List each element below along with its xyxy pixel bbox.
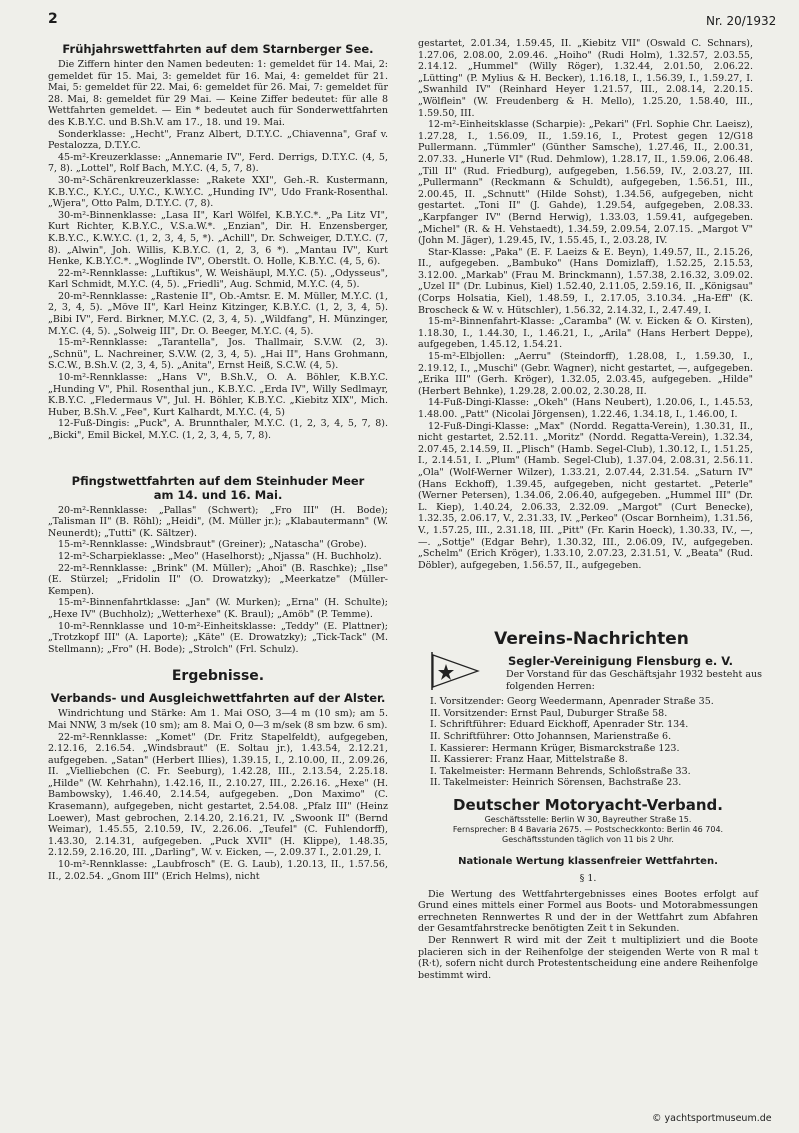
alster-paragraph: 12-Fuß-Dingi-Klasse: „Max" (Nordd. Regatta-Verein), 1.30.31, II., nicht gestartet, 2.52.11. „Moritz" (Nordd. Regatta-Verein), 1.32.34, 2.07.45, 2.14.59, II. „Plisch" (Hamb. Segel-Club), 1.30.12, I., 1.51.25, I., 2.14.51, I. „Plum" (Hamb. Segel-Club), 1.37.04, 2.08.31, 2.56.11. „Ola" (Wolf-Werner Wilzer), 1.33.21, 2.07.44, 2.31.54. „Saturn IV" (Hans Eckhoff), 1.39.45, aufgegeben, nicht gestartet. „Peterle" (Werner Petersen), 1.34.06, 2.06.40, aufgegeben. „Hummel III" (Dr. L. Kiep), 1.40.24, 2.06.33, 2.32.09. „Margot" (Curt Benecke), 1.32.35, 2.06.17, V., 2.31.33, IV. „Perkeo" (Oscar Bornheim), 1.31.56, V., 1.57.25, III., 2.31.18, III. „Pitt" (Fr. Karin Hoeck), 1.30.33, IV., —, —. „Sottje" (Edgar Behr), 1.30.32, III., 2.06.09, IV., aufgegeben. „Schelm" (Erich Kröger), 1.33.10, 2.07.23, 2.31.51, V. „Beata" (Rud. Döbler), aufgegeben, 1.56.57, II., aufgegeben.: [418, 420, 753, 571]
starnberg-paragraph: Sonderklasse: „Hecht", Franz Albert, D.T.Y.C. „Chiavenna", Graf v. Pestalozza, D.T.Y.C.: [48, 128, 388, 152]
starnberg-paragraph: 30-m²-Schärenkreuzerklasse: „Rakete XXI", Geh.-R. Kustermann, K.B.Y.C., K.Y.C., U.Y.C., K.W.Y.C. „Hunding IV", Udo Frank-Rosenthal. „Wjera", Otto Palm, D.T.Y.C. (7, 8).: [48, 174, 388, 210]
alster-paragraph: 14-Fuß-Dingi-Klasse: „Okeh" (Hans Neubert), 1.20.06, I., 1.45.53, 1.48.00. „Patt" (Nicolai Jörgensen), 1.22.46, 1.34.18, I., 1.46.00, I.: [418, 397, 753, 420]
alster-paragraph: 12-m²-Einheitsklasse (Scharpie): „Pekari" (Frl. Sophie Chr. Laeisz), 1.27.28, I., 1.56.09, II., 1.59.16, I., Protest gegen 12/G18 Pullermann. „Tümmler" (Günther Samsche), 1.27.46, II., 2.00.31, 2.07.33. „Hunerle VI" (Rud. Dehmlow), 1.28.17, II., 1.59.06, 2.06.48. „Till II" (Rud. Friedburg), aufgegeben, 1.56.59, IV., 2.03.27, III. „Pullermann" (Reckmann & Schuldt), aufgegeben, 1.56.51, III., 2.00.45, II. „Schnutt" (Hilde Sohst), 1.34.56, aufgegeben, nicht gestartet. „Toni II" (J. Gahde), 1.29.54, aufgegeben, 2.08.33. „Karpfanger IV" (Bernd Herwig), 1.33.03, 1.59.41, aufgegeben. „Michel" (R. & H. Vehstaedt), 1.34.59, 2.09.54, 2.07.15. „Margot V" (John M. Jäger), 1.29.45, IV., 1.55.45, I., 2.03.28, IV.: [418, 119, 753, 247]
club-burgee-icon: [430, 652, 480, 690]
vereins-title: Vereins-Nachrichten: [494, 629, 689, 649]
alster-paragraph: 15-m²-Binnenfahrt-Klasse: „Caramba" (W. v. Eicken & O. Kirsten), 1.18.30, I., 1.44.30, I., 1.46.21, I., „Arila" (Hans Herbert Deppe), aufgegeben, 1.45.12, 1.54.21.: [418, 316, 753, 351]
board-member: II. Takelmeister: Heinrich Sörensen, Bachstraße 23.: [430, 777, 682, 789]
starnberg-paragraph: 10-m²-Rennklasse: „Hans V", B.Sh.V., O. A. Böhler, K.B.Y.C. „Hunding V", Phil. Rosenthal jun., K.B.Y.C. „Erda IV", Willy Sedlmayr, K.B.Y.C. „Fledermaus V", Jul. H. Böhler, K.B.Y.C. „Kiebitz XIX", Mich. Huber, B.Sh.V. „Fee", Kurt Kalhardt, M.Y.C. (4, 5): [48, 372, 388, 418]
steinhude-paragraph: 10-m²-Rennklasse und 10-m²-Einheitsklasse: „Teddy" (E. Plattner); „Trotzkopf III" (A. Laporte); „Käte" (E. Drowatzky); „Tick-Tack" (M. Stellmann); „Fro" (H. Bode); „Strolch" (Frl. Schulz).: [48, 620, 388, 655]
steinhude-title-line2: am 14. und 16. Mai.: [153, 487, 283, 502]
dmv-hours: Geschäftsstunden täglich von 11 bis 2 Uhr.: [502, 835, 674, 844]
steinhude-paragraph: 15-m²-Binnenfahrtklasse: „Jan" (W. Murken); „Erna" (H. Schulte); „Hexe IV" (Buchholz); „Wetterhexe" (K. Braul); „Amöb" (P. Temme).: [48, 597, 388, 620]
dmv-paragraph: Die Wertung des Wettfahrtergebnisses eines Bootes erfolgt auf Grund eines mittels einer Formel aus Boots- und Motorabmessungen errechneten Rennwertes R und der in der Wettfahrt zum Abfahren der Gesamtfahrstrecke benötigten Zeit t in Sekunden.: [418, 888, 758, 935]
steinhude-paragraph: 12-m²-Scharpieklasse: „Meo" (Haselhorst); „Njassa" (H. Buchholz).: [58, 550, 382, 562]
alster-subtitle: Verbands- und Ausgleichwettfahrten auf der Alster.: [50, 691, 386, 706]
alster-paragraph: gestartet, 2.01.34, 1.59.45, II. „Kiebitz VII" (Oswald C. Schnars), 1.27.06, 2.08.00, 2.09.46. „Hoiho" (Rudi Holm), 1.32.57, 2.03.55, 2.14.12. „Hummel" (Willy Röger), 1.32.44, 2.01.50, 2.06.22. „Lütting" (P. Mylius & H. Becker), 1.16.18, I., 1.56.39, I., 1.59.27, I. „Swanhild IV" (Reinhard Heyer 1.21.57, III., 2.08.14, 2.20.15. „Wölflein" (W. Freudenberg & H. Mello), 1.25.20, 1.58.40, III., 1.59.50, III.: [418, 38, 753, 119]
board-intro: Der Vorstand für das Geschäftsjahr 1932 besteht aus folgenden Herren:: [506, 669, 762, 692]
starnberg-paragraph: 15-m²-Rennklasse: „Tarantella", Jos. Thallmair, S.V.W. (2, 3). „Schnü", L. Nachreiner, S.V.W. (2, 3, 4, 5). „Hai II", Hans Grohmann, S.C.W., B.Sh.V. (2, 3, 4, 5). „Anita", Ernst Heiß, S.C.W. (4, 5).: [48, 337, 388, 372]
board-list: [430, 696, 765, 789]
alster-paragraph: 10-m²-Rennklasse: „Laubfrosch" (E. G. Laub), 1.20.13, II., 1.57.56, II., 2.02.54. „Gnom III" (Erich Helms), nicht: [48, 859, 388, 882]
alster-paragraph: Star-Klasse: „Paka" (E. F. Laeizs & E. Beyn), 1.49.57, II., 2.15.26, II., aufgegeben. „Bambuko" (Hans Domizlaff), 1.52.25, 2.15.53, 3.12.00. „Markab" (Frau M. Brinckmann), 1.57.38, 2.16.32, 3.09.02. „Uzel II" (Dr. Lubinus, Kiel) 1.52.40, 2.11.05, 2.59.16, II. „Königsau" (Corps Holsatia, Kiel), 1.48.59, I., 2.17.05, 3.10.34. „Ha-Eff" (K. Broscheck & W. v. Hütschler), 1.56.32, 2.14.32, I., 2.47.49, I.: [418, 246, 753, 316]
starnberg-paragraph: 12-Fuß-Dingis: „Puck", A. Brunnthaler, M.Y.C. (1, 2, 3, 4, 5, 7, 8). „Bicki", Emil Bickel, M.Y.C. (1, 2, 3, 4, 5, 7, 8).: [48, 418, 388, 441]
board-member: I. Kassierer: Hermann Krüger, Bismarckstraße 123.: [430, 742, 680, 754]
steinhude-title-line1: Pfingstwettfahrten auf dem Steinhuder Meer: [71, 473, 365, 488]
right-column: [418, 38, 753, 643]
starnberg-paragraph: Die Ziffern hinter den Namen bedeuten: 1: gemeldet für 14. Mai, 2: gemeldet für 15. Mai, 3: gemeldet für 16. Mai, 4: gemeldet für 21. Mai, 5: gemeldet für 22. Mai, 6: gemeldet für 26. Mai, 7: gemeldet für 28. Mai, 8: gemeldet für 29 Mai. — Keine Ziffer bedeutet: für alle 8 Wettfahrten gemeldet. — Ein * bedeutet auch für Sonderwettfahrten des K.B.Y.C. und B.Sh.V. am 17., 18. und 19. Mai.: [48, 59, 388, 128]
left-column: [48, 38, 388, 1103]
page-number: 2: [48, 11, 58, 27]
starnberg-paragraph: 22-m²-Rennklasse: „Luftikus", W. Weishäupl, M.Y.C. (5). „Odysseus", Karl Schmidt, M.Y.C. (4, 5). „Friedli", Aug. Schmid, M.Y.C. (4, 5).: [48, 267, 388, 291]
club-name: Segler-Vereinigung Flensburg e. V.: [508, 654, 734, 668]
alster-paragraph: 15-m²-Elbjollen: „Aerru" (Steindorff), 1.28.08, I., 1.59.30, I., 2.19.12, I., „Muschi" (Gebr. Wagner), nicht gestartet, —, aufgegeben. „Erika III" (Gerh. Kröger), 1.32.05, 2.03.45, aufgegeben. „Hilde" (Herbert Behnke), 1.29.28, 2.00.02, 2.30.28, II.: [418, 351, 753, 397]
starnberg-paragraph: 20-m²-Rennklasse: „Rastenie II", Ob.-Amtsr. E. M. Müller, M.Y.C. (1, 2, 3, 4, 5). „Möve II", Karl Heinz Kitzinger, K.B.Y.C. (1, 2, 3, 4, 5). „Bibi IV", Ferd. Birkner, M.Y.C. (2, 3, 4, 5). „Wildfang", H. Münzinger, M.Y.C. (4, 5). „Solweig III", Dr. O. Beeger, M.Y.C. (4, 5).: [48, 290, 388, 337]
steinhude-paragraph: 15-m²-Rennklasse: „Windsbraut" (Greiner); „Natascha" (Grobe).: [58, 539, 367, 551]
dmv-phone: Fernsprecher: B 4 Bavaria 2675. — Postscheckkonto: Berlin 46 704.: [452, 825, 724, 834]
copyright-notice: © yachtsportmuseum.de: [652, 1113, 772, 1124]
starnberg-paragraph: 30-m²-Binnenklasse: „Lasa II", Karl Wölfel, K.B.Y.C.*. „Pa Litz VI", Kurt Richter, K.B.Y.C., V.S.a.W.*. „Enzian", Dir. H. Enzensberger, K.B.Y.C., K.W.Y.C. (1, 2, 3, 4, 5, *). „Achill", Dr. Schweiger, D.T.Y.C. (7, 8). „Alwin", Joh. Willis, K.B.Y.C. (1, 2, 3, 6 *). „Mantau IV", Kurt Henke, K.B.Y.C.*. „Woglinde IV", Oberstlt. O. Holle, K.B.Y.C. (4, 5, 6).: [48, 209, 388, 268]
steinhude-paragraph: 20-m²-Rennklasse: „Pallas" (Schwert); „Fro III" (H. Bode); „Talisman II" (B. Röhl); „Heidi", (M. Müller jr.); „Klabautermann" (W. Neunerdt); „Tutti" (K. Sältzer).: [48, 504, 388, 539]
starnberg-title: Frühjahrswettfahrten auf dem Starnberger See.: [62, 42, 374, 56]
board-member: I. Vorsitzender: Georg Weedermann, Apenrader Straße 35.: [430, 696, 714, 708]
dmv-subtitle: Nationale Wertung klassenfreier Wettfahrten.: [458, 856, 718, 867]
dmv-section: § 1.: [579, 873, 597, 884]
vereins-nachrichten: [430, 628, 765, 789]
ergebnisse-title: Ergebnisse.: [171, 668, 265, 685]
alster-paragraph: Windrichtung und Stärke: Am 1. Mai OSO, 3—4 m (10 sm); am 5. Mai NNW, 3 m/sek (10 sm); am 8. Mai O, 0—3 m/sek (8 sm bzw. 6 sm).: [48, 708, 388, 731]
dmv-paragraph: Der Rennwert R wird mit der Zeit t multipliziert und die Boote placieren sich in der Reihenfolge der steigenden Werte von R mal t (R·t), sofern nicht durch Protestentscheidung eine andere Reihenfolge bestimmt wird.: [418, 934, 758, 981]
board-member: II. Kassierer: Franz Haar, Mittelstraße 8.: [430, 754, 628, 766]
dmv-title: Deutscher Motoryacht-Verband.: [453, 796, 723, 814]
issue-number: Nr. 20/1932: [706, 14, 777, 28]
board-member: II. Schriftführer: Otto Johannsen, Marienstraße 6.: [430, 730, 672, 742]
steinhude-paragraph: 22-m²-Rennklasse: „Brink" (M. Müller); „Ahoi" (B. Raschke); „Ilse" (E. Stürzel; „Fridolin II" (O. Drowatzky); „Meerkatze" (Müller-Kempen).: [48, 562, 388, 597]
starnberg-paragraph: 45-m²-Kreuzerklasse: „Annemarie IV", Ferd. Derrigs, D.T.Y.C. (4, 5, 7, 8). „Lottel", Rolf Bach, M.Y.C. (4, 5, 7, 8).: [48, 151, 388, 175]
board-member: I. Takelmeister: Hermann Behrends, Schloßstraße 33.: [430, 765, 691, 777]
board-member: I. Schriftführer: Eduard Eickhoff, Apenrader Str. 134.: [430, 719, 689, 731]
dmv-address: Geschäftsstelle: Berlin W 30, Bayreuther Straße 15.: [484, 815, 692, 824]
alster-paragraph: 22-m²-Rennklasse: „Komet" (Dr. Fritz Stapelfeldt), aufgegeben, 2.12.16, 2.16.54. „Windsbraut" (E. Soltau jr.), 1.43.54, 2.12.21, aufgegeben. „Satan" (Herbert Illies), 1.39.15, I., 2.10.00, II., 2.09.26, II. „Vielliebchen (C. Fr. Seeburg), 1.42.28, III., 2.13.54, 2.25.18. „Hilde" (W. Kehrhahn), 1.42.16, II., 2.10.27, III., 2.26.16. „Hexe" (H. Bambowsky), 1.46.40, 2.14.54, aufgegeben. „Don Maximo" (C. Krasemann), aufgegeben, nicht gestartet, 2.54.08. „Pfalz III" (Heinz Loewer), Mast gebrochen, 2.14.20, 2.16.21, IV. „Swoonk II" (Bernd Weimar), 1.45.55, 2.10.59, IV., 2.26.06. „Teufel" (C. Fuhlendorff), 1.43.30, 2.14.31, aufgegeben. „Puck XVII" (H. Klippe), 1.48.35, 2.12.59, 2.16.20, III. „Darling", W. v. Eicken, —, 2.09.37 I., 2.01.29, I.: [48, 731, 388, 859]
motoryacht-verband: [418, 796, 758, 981]
board-member: II. Vorsitzender: Ernst Paul, Duburger Straße 58.: [430, 707, 668, 719]
